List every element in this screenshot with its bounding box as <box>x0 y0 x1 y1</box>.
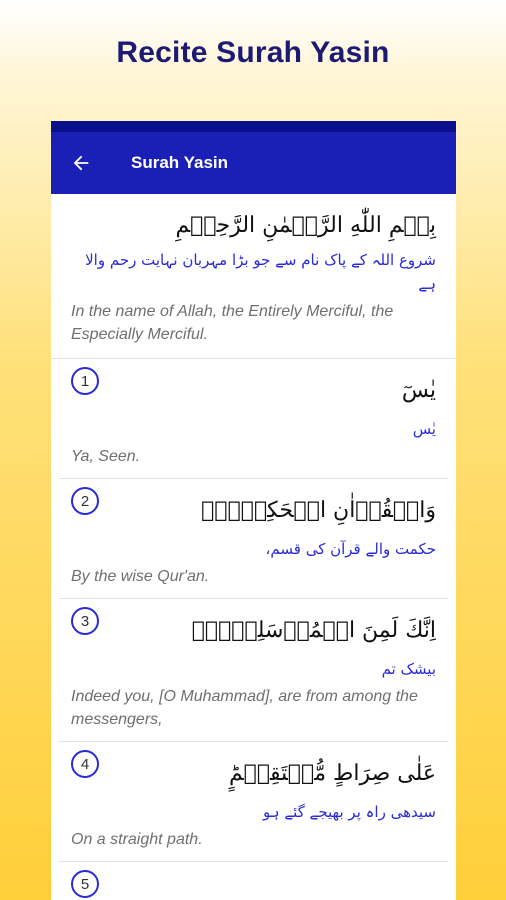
status-bar <box>51 121 456 132</box>
verse-list[interactable] <box>51 194 456 900</box>
verse-item[interactable] <box>59 742 448 862</box>
verse-english: Indeed you, [O Muhammad], are from among the messengers, <box>71 688 418 728</box>
phone-frame <box>51 121 456 900</box>
verse-arabic: عَلٰى صِرَاطٍ مُّسۡتَقِيۡمٍؕ <box>228 761 436 786</box>
promo-title: Recite Surah Yasin <box>116 36 390 69</box>
verse-english: On a straight path. <box>71 831 203 848</box>
verse-english: Ya, Seen. <box>71 448 141 465</box>
verse-item[interactable] <box>59 862 448 900</box>
bismillah-english: In the name of Allah, the Entirely Merciful, the Especially Merciful. <box>71 303 394 343</box>
verse-urdu: یٰس <box>412 420 436 438</box>
verse-number-badge: 5 <box>71 870 99 898</box>
verse-urdu: سیدھی راہ پر بھیجے گئے ہو <box>263 803 436 821</box>
arrow-left-icon <box>70 152 92 174</box>
verse-item[interactable] <box>59 599 448 742</box>
bismillah-block <box>51 194 456 359</box>
verse-item[interactable] <box>59 359 448 479</box>
app-bar <box>51 132 456 194</box>
verse-number-badge: 3 <box>71 607 99 635</box>
verse-number-badge: 1 <box>71 367 99 395</box>
verse-arabic: يٰسٓ <box>401 378 436 403</box>
verse-urdu: حکمت والے قرآن کی قسم، <box>265 540 436 558</box>
verse-number-badge: 2 <box>71 487 99 515</box>
bismillah-arabic: بِسۡمِ اللّٰهِ الرَّحۡمٰنِ الرَّحِيۡمِ <box>175 213 436 238</box>
app-title: Surah Yasin <box>131 153 229 172</box>
verse-arabic: وَالۡقُرۡاٰنِ الۡحَكِيۡمِۙ <box>201 498 436 523</box>
bismillah-urdu: شروع اللہ کے پاک نام سے جو بڑا مہربان نہایت رحم والا ہے <box>85 251 436 293</box>
verse-number-badge: 4 <box>71 750 99 778</box>
verse-urdu: بیشک تم <box>381 660 436 678</box>
verse-arabic: اِنَّكَ لَمِنَ الۡمُرۡسَلِيۡنَۙ <box>191 618 436 643</box>
back-button[interactable] <box>51 132 111 194</box>
verse-english: By the wise Qur'an. <box>71 568 210 585</box>
verse-item[interactable] <box>59 479 448 599</box>
